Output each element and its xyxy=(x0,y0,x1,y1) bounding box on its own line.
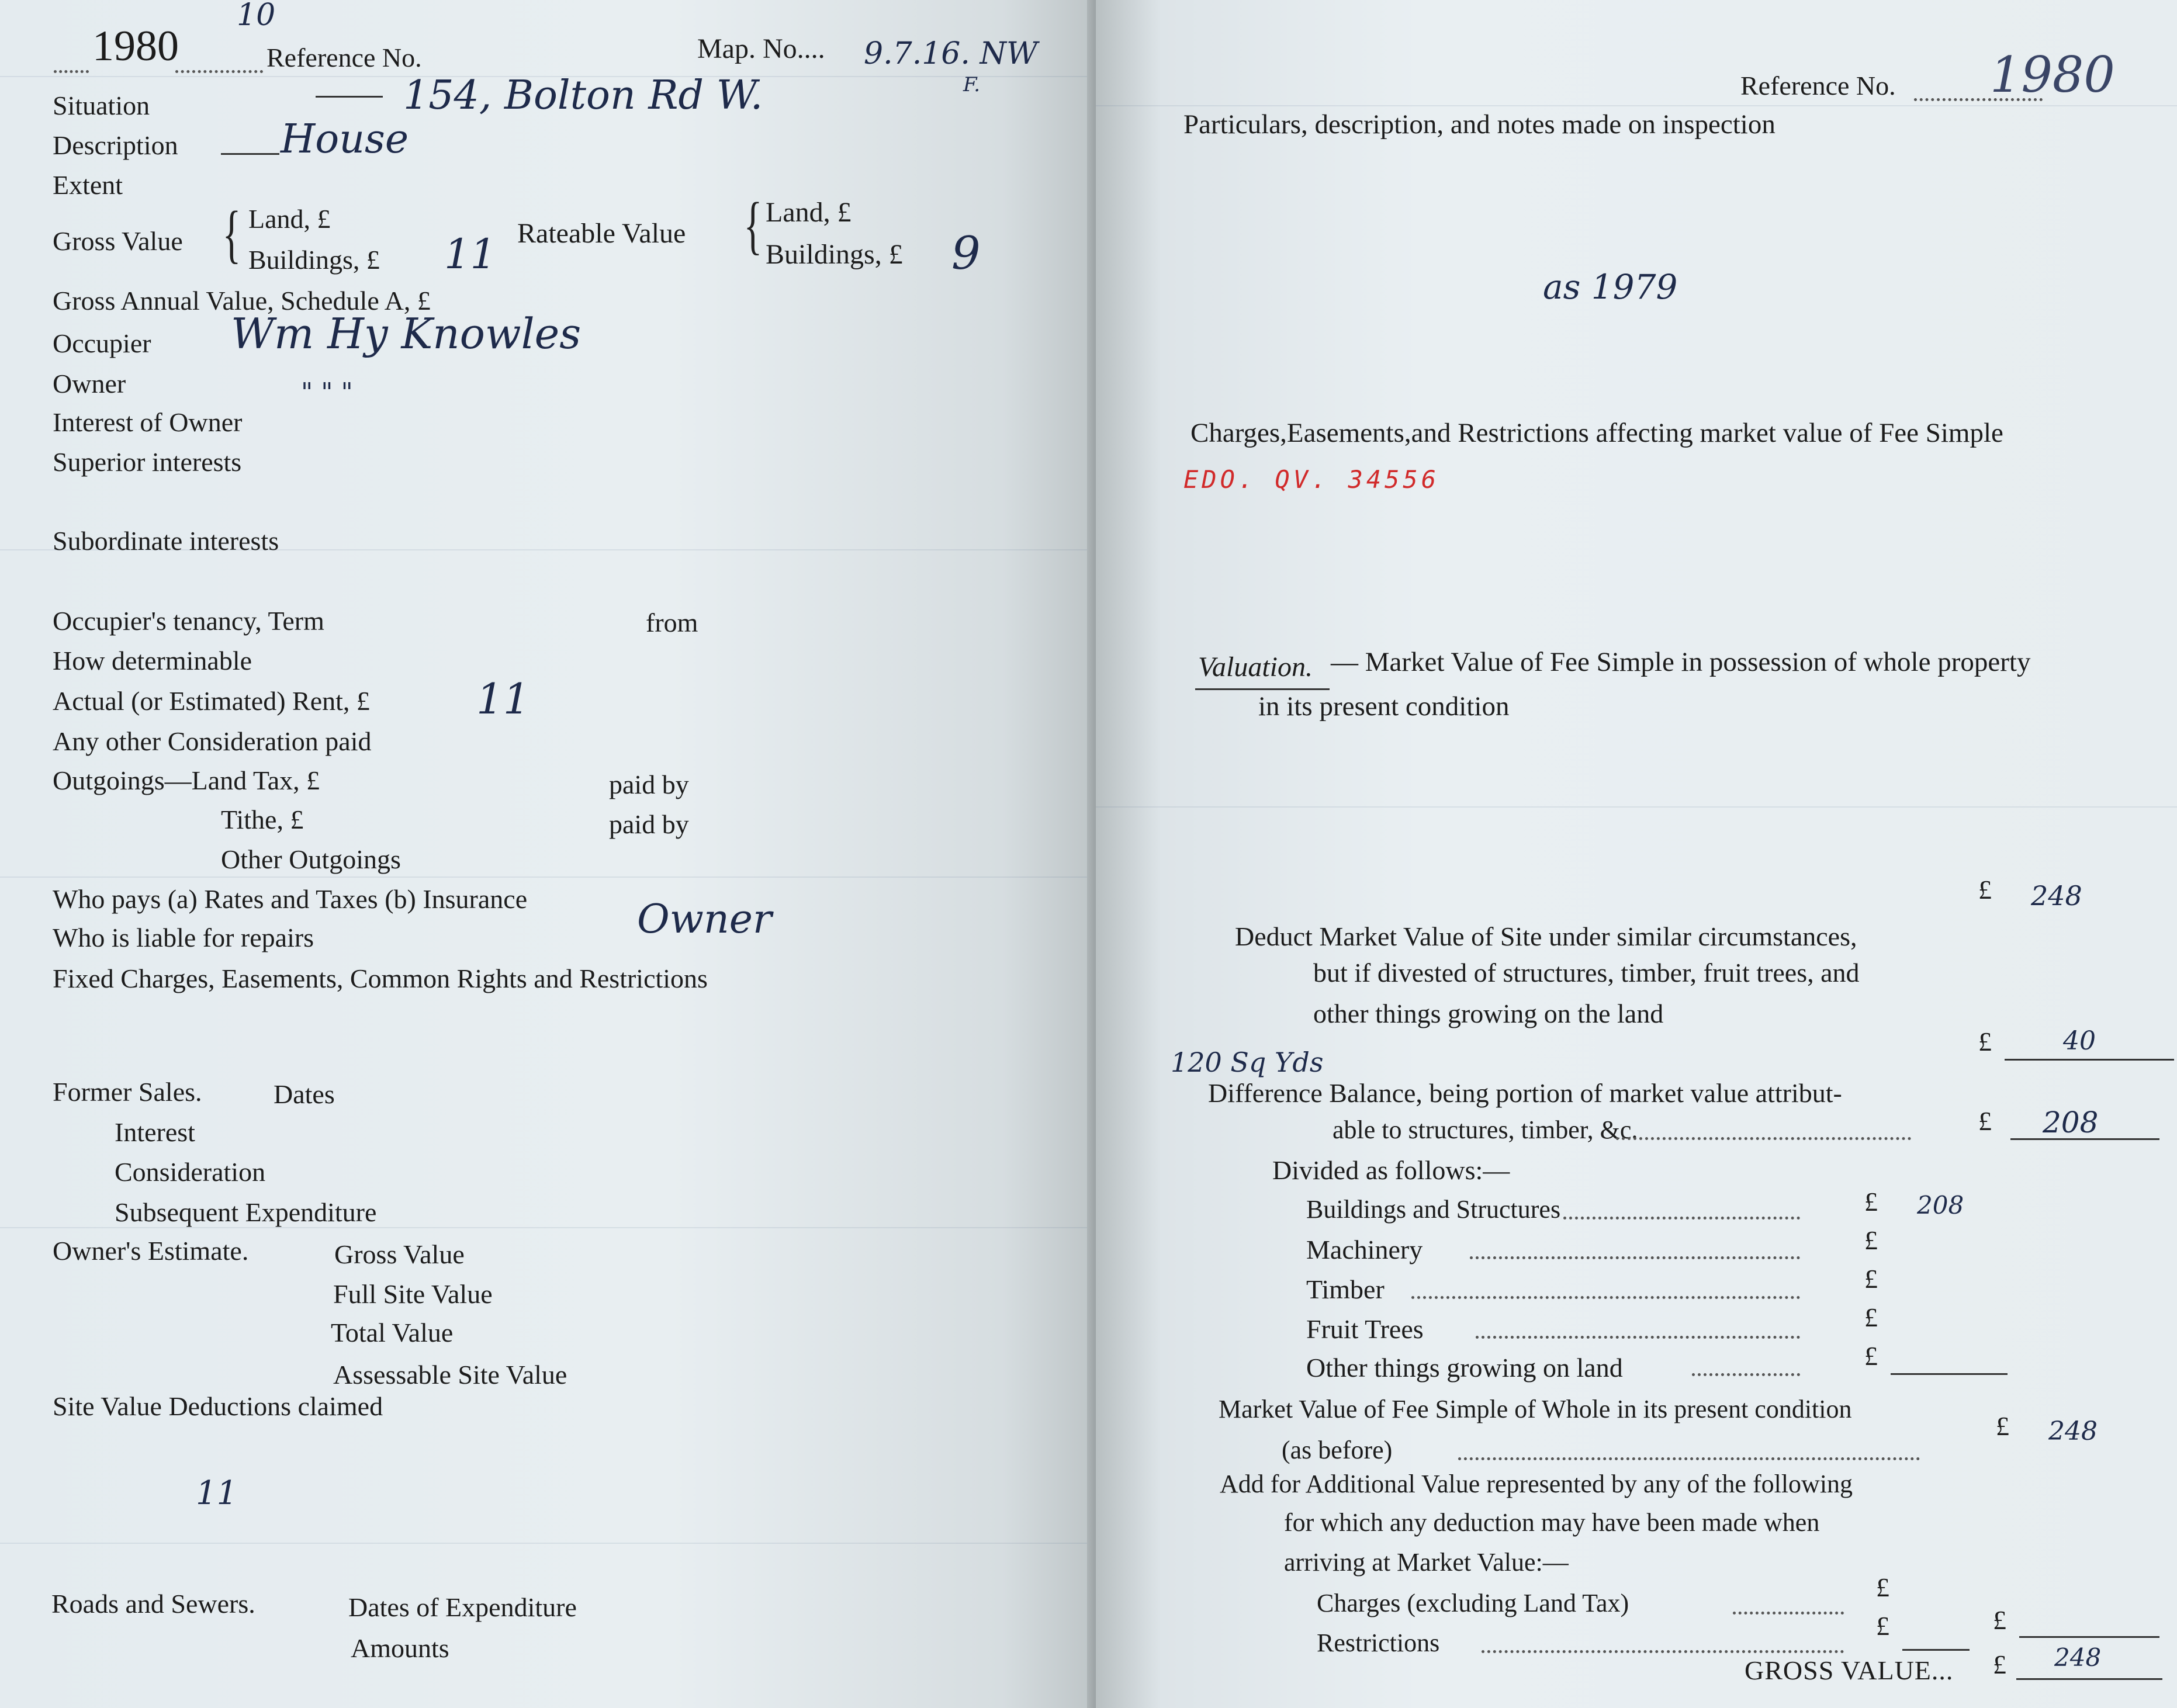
rent-value: 11 xyxy=(476,674,530,723)
buildings-value: 208 xyxy=(1917,1191,1964,1219)
amounts-label: Amounts xyxy=(351,1633,449,1663)
ruled-line xyxy=(1096,105,2177,106)
owner-label: Owner xyxy=(53,369,126,399)
estimate-gross-label: Gross Value xyxy=(334,1239,465,1269)
whole-value-line-1: Market Value of Fee Simple of Whole in its present condition xyxy=(1219,1395,1852,1423)
dotted-leader xyxy=(1482,1650,1844,1653)
gross-annual-label: Gross Annual Value, Schedule A, £ xyxy=(53,286,431,316)
other-growing-label: Other things growing on land xyxy=(1306,1353,1623,1383)
dotted-leader xyxy=(1616,1137,1911,1140)
ruled-line xyxy=(0,1227,1087,1228)
estimate-assessable-label: Assessable Site Value xyxy=(333,1360,567,1390)
reference-label: Reference No. xyxy=(1740,71,1896,101)
paid-by-label: paid by xyxy=(609,809,689,839)
add-line-2: for which any deduction may have been made when xyxy=(1284,1508,1820,1537)
gross-value: 248 xyxy=(2054,1643,2102,1672)
roads-sewers-label: Roads and Sewers. xyxy=(51,1589,255,1619)
pound-sign: £ xyxy=(1993,1650,2006,1679)
buildings-label: Buildings and Structures xyxy=(1306,1195,1561,1224)
subordinate-interests-label: Subordinate interests xyxy=(53,526,279,556)
value-line xyxy=(2005,1059,2174,1061)
deduct-line-2: but if divested of structures, timber, fruit trees, and xyxy=(1313,958,1860,988)
right-page xyxy=(1096,0,2177,1708)
divided-label: Divided as follows:— xyxy=(1272,1155,1510,1185)
pound-sign: £ xyxy=(1876,1572,1889,1602)
reference-label: Reference No. xyxy=(266,43,422,72)
gross-buildings-label: Buildings, £ xyxy=(248,245,380,275)
extent-label: Extent xyxy=(53,170,123,200)
whole-value: 248 xyxy=(2048,1416,2098,1446)
rent-label: Actual (or Estimated) Rent, £ xyxy=(53,686,370,716)
site-deductions-label: Site Value Deductions claimed xyxy=(53,1391,383,1421)
interest-owner-label: Interest of Owner xyxy=(53,407,243,437)
add-line-1: Add for Additional Value represented by any of the following xyxy=(1220,1470,1853,1498)
dotted-leader xyxy=(1563,1217,1800,1219)
dotted-leader xyxy=(175,70,263,73)
dotted-leader xyxy=(1476,1336,1800,1339)
fixed-charges-label: Fixed Charges, Easements, Common Rights and Restrictions xyxy=(53,964,708,993)
pound-sign: £ xyxy=(1978,1106,1992,1136)
red-stamp: EDO. QV. 34556 xyxy=(1183,465,1440,494)
gross-buildings-value: 11 xyxy=(444,230,497,278)
outgoings-land-tax-label: Outgoings—Land Tax, £ xyxy=(53,765,320,795)
value-line xyxy=(2019,1636,2159,1638)
restrictions-label: Restrictions xyxy=(1317,1629,1440,1657)
former-sales-label: Former Sales. xyxy=(53,1077,202,1107)
pound-sign: £ xyxy=(1864,1341,1878,1371)
other-outgoings-label: Other Outgoings xyxy=(221,844,401,874)
other-consideration-label: Any other Consideration paid xyxy=(53,726,372,756)
dates-expenditure-label: Dates of Expenditure xyxy=(348,1592,577,1622)
determinable-label: How determinable xyxy=(53,646,252,675)
pound-sign: £ xyxy=(1993,1605,2006,1635)
site-value: 40 xyxy=(2063,1026,2096,1056)
inspection-note: as 1979 xyxy=(1543,267,1678,307)
value-line xyxy=(1902,1649,1970,1651)
pound-sign: £ xyxy=(1978,1027,1992,1056)
charges-excluding-label: Charges (excluding Land Tax) xyxy=(1317,1589,1629,1617)
pound-sign: £ xyxy=(1864,1302,1878,1332)
repairs-label: Who is liable for repairs xyxy=(53,923,314,952)
occupier-value: Wm Hy Knowles xyxy=(231,309,582,358)
value-line xyxy=(1891,1373,2008,1375)
tenancy-label: Occupier's tenancy, Term xyxy=(53,606,324,636)
situation-label: Situation xyxy=(53,91,150,120)
reference-superscript: 10 xyxy=(237,0,276,33)
map-label: Map. No.... xyxy=(697,33,825,64)
dates-label: Dates xyxy=(274,1079,335,1109)
rateable-value-label: Rateable Value xyxy=(517,218,686,249)
fruit-trees-label: Fruit Trees xyxy=(1306,1314,1424,1344)
estimate-full-site-label: Full Site Value xyxy=(333,1279,493,1309)
area-note: 120 Sq Yds xyxy=(1171,1047,1324,1078)
brace-icon: { xyxy=(222,198,241,269)
underline xyxy=(1195,688,1330,690)
owner-ditto-marks: " " " xyxy=(301,377,353,407)
map-number: 9.7.16. NW xyxy=(864,36,1038,71)
machinery-label: Machinery xyxy=(1306,1235,1423,1264)
estimate-total-label: Total Value xyxy=(331,1318,454,1347)
rateable-buildings-label: Buildings, £ xyxy=(766,239,903,270)
interest-label: Interest xyxy=(115,1117,195,1147)
paid-by-label: paid by xyxy=(609,770,689,799)
particulars-heading: Particulars, description, and notes made on inspection xyxy=(1183,109,1775,140)
ruled-line xyxy=(0,1543,1087,1544)
gross-value-label: Gross Value xyxy=(53,226,183,256)
value-line xyxy=(2010,1138,2159,1140)
difference-line-2: able to structures, timber, &c. xyxy=(1332,1115,1638,1144)
consideration-label: Consideration xyxy=(115,1157,266,1187)
dotted-leader xyxy=(1458,1457,1920,1460)
deduct-line-1: Deduct Market Value of Site under similar circumstances, xyxy=(1235,921,1857,951)
handwritten-dash xyxy=(316,96,383,98)
pound-sign: £ xyxy=(1996,1411,2009,1441)
add-line-3: arriving at Market Value:— xyxy=(1284,1548,1569,1577)
rateable-land-label: Land, £ xyxy=(766,197,852,228)
dotted-leader xyxy=(1470,1256,1800,1259)
reference-number: 1980 xyxy=(92,22,179,70)
ruled-line xyxy=(0,876,1087,878)
handwritten-mark: 11 xyxy=(196,1474,238,1512)
valuation-text-2: in its present condition xyxy=(1258,691,1510,722)
dotted-leader xyxy=(1733,1612,1844,1615)
subsequent-expenditure-label: Subsequent Expenditure xyxy=(115,1197,377,1227)
difference-line-1: Difference Balance, being portion of market value attribut- xyxy=(1208,1078,1842,1108)
pound-sign: £ xyxy=(1864,1264,1878,1294)
description-value: House xyxy=(281,116,409,162)
pound-sign: £ xyxy=(1864,1187,1878,1217)
pound-sign: £ xyxy=(1864,1225,1878,1255)
superior-interests-label: Superior interests xyxy=(53,447,242,477)
ruled-line xyxy=(1096,806,2177,808)
occupier-label: Occupier xyxy=(53,328,151,358)
pound-sign: £ xyxy=(1876,1611,1889,1641)
from-label: from xyxy=(646,608,698,638)
reference-value: 1980 xyxy=(1990,46,2115,103)
difference-value: 208 xyxy=(2043,1106,2099,1139)
tithe-label: Tithe, £ xyxy=(221,805,304,834)
brace-icon: { xyxy=(743,189,763,261)
map-subscript: F. xyxy=(963,73,981,96)
repairs-value: Owner xyxy=(637,896,772,943)
who-pays-label: Who pays (a) Rates and Taxes (b) Insurance xyxy=(53,884,528,914)
value-line xyxy=(2016,1678,2162,1680)
dotted-leader xyxy=(54,70,89,73)
gross-value-label: GROSS VALUE... xyxy=(1745,1655,1954,1685)
deduct-line-3: other things growing on the land xyxy=(1313,999,1664,1028)
handwritten-dash xyxy=(221,153,279,155)
timber-label: Timber xyxy=(1306,1274,1385,1304)
charges-heading: Charges,Easements,and Restrictions affecting market value of Fee Simple xyxy=(1190,418,2003,448)
rateable-buildings-value: 9 xyxy=(951,227,981,280)
pound-sign: £ xyxy=(1978,875,1992,905)
valuation-heading: Valuation. xyxy=(1198,652,1313,682)
situation-value: 154, Bolton Rd W. xyxy=(403,72,763,119)
owners-estimate-label: Owner's Estimate. xyxy=(53,1236,249,1266)
description-label: Description xyxy=(53,130,178,160)
dotted-leader xyxy=(1692,1373,1800,1376)
market-value: 248 xyxy=(2031,880,2082,912)
dotted-leader xyxy=(1411,1296,1800,1299)
gross-land-label: Land, £ xyxy=(248,204,331,234)
valuation-text: — Market Value of Fee Simple in possession of whole property xyxy=(1331,647,2031,677)
whole-value-line-2: (as before) xyxy=(1282,1436,1393,1464)
